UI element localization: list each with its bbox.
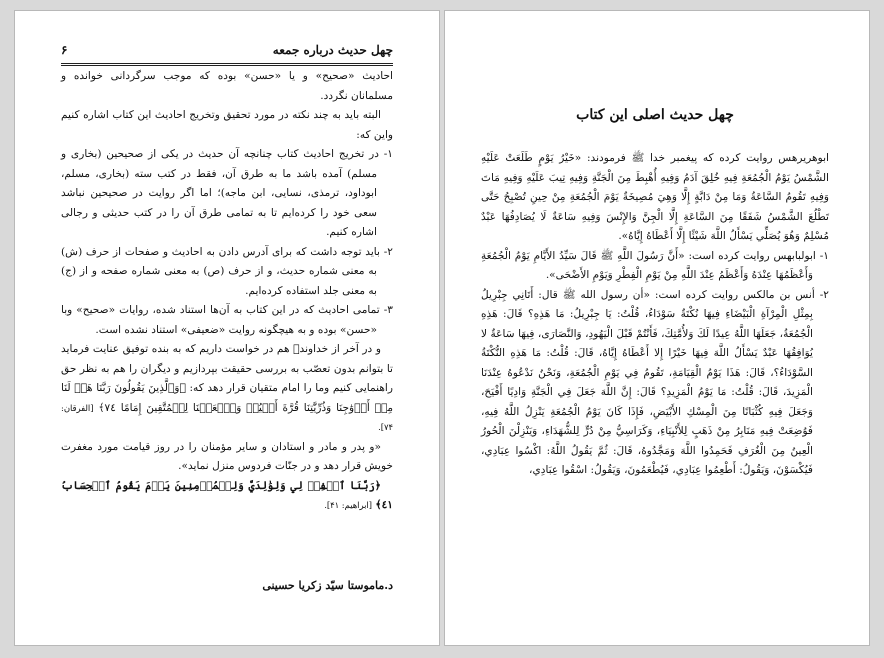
list-item: ۳- تمامی احادیث که در این کتاب به آن‌ها استناد شده، روایات «صحیح» وبا «حسن» بوده و به هیچگونه روایت «ضعیفی» استناد نشده است. [61,304,393,336]
right-page-body [481,149,829,481]
hadith-paragraph: ۱- ابولبابهس روایت کرده است: «أَنَّ رَسُولَ اللَّهِ ﷺ قَالَ سَيِّدُ الأَيَّامِ يَوْمُ الْجُمُعَةِ وَأَعْظَمُهَا عِنْدَهُ وَأَعْظَمُ عِنْدَ اللَّهِ مِنْ يَوْمِ الْفِطْرِ وَيَوْمِ الأَضْحَى». [481,249,829,281]
list-item: ۱- در تخریج احادیث کتاب چنانچه آن حدیث در یکی از صحیحین (بخاری و مسلم) آمده باشد ما به طرق آن، فقط در کتب سته (بخاری، مسلم، ابوداود، ترمذی، نسایی، ابن ماجه)؛ اما اگر روایت در صحیحین نباشد سعی خود را کرده‌ایم تا به تمامی طرق آن را در کتب حدیثی و رجالی اشاره کنیم. [61,148,393,238]
hadith-paragraph: ۲- أنس بن مالكس روايت كرده است: «أن رسول الله ﷺ قال: أَتَانِي جِبْرِيلُ بِمِثْلِ الْمِرْآةِ الْبَيْضَاءِ فِيهَا نُكْتَةٌ سَوْدَاءُ، قُلْتُ: يَا جِبْرِيلُ: مَا هَذِهِ؟ قَالَ: هَذِهِ الْجُمُعَةُ، جَعَلَهَا اللَّهُ عِيدًا لَكَ وَلأُمَّتِكَ، فَأَنْتُمْ قَبْلَ الْيَهُودِ، وَالنَّصَارَى، فِيهَا سَاعَةٌ لا يُوَافِقُهَا عَبْدٌ يَسْأَلُ اللَّهَ فِيهَا خَيْرًا إِلا أَعْطَاهُ إِيَّاهُ، قَالَ: قُلْتُ: مَا هَذِهِ النُّكْتَةُ السَّوْدَاءُ؟، قَالَ: هَذَا يَوْمُ الْقِيَامَةِ، تَقُومُ فِي يَوْمِ الْجُمُعَةِ، وَنَحْنُ نَدْعُوهُ عِنْدَنَا الْمَزِيدَ، قَالَ: قُلْتُ: مَا يَوْمُ الْمَزِيدِ؟ قَالَ: إِنَّ اللَّهَ جَعَلَ فِي الْجَنَّةِ وَادِيًا أَفْيَحَ، وَجَعَلَ فِيهِ كُثْبَانًا مِنَ الْمِسْكِ الأَبْيَضِ، فَإِذَا كَانَ يَوْمُ الْجُمُعَةِ يَنْزِلُ اللَّهُ فِيهِ، فَوُضِعَتْ فِيهِ مَنَابِرُ مِنْ ذَهَبٍ لِلأَنْبِيَاءِ، وَكَرَاسِيُّ مِنْ دُرٍّ لِلشُّهَدَاءِ، وَيَنْزِلْنَ الْحُورُ الْعِينُ مِنَ الْغُرَفِ فَحَمِدُوا اللَّهَ وَمَجَّدُوهُ، قَالَ: ثُمَّ يَقُولُ اللَّهُ: اكْسُوا عِبَادِي، فَيُكْسَوْنَ، وَيَقُولُ: أَطْعِمُوا عِبَادِي، فَيُطْعَمُونَ، وَيَقُولُ: اسْقُوا عِبَادِي، [481,288,829,476]
paragraph [61,340,393,438]
page-header [61,37,393,66]
verse-text: ﴿رَبَّنَا ٱغۡفِرۡ لِي وَلِوَٰلِدَيَّ وَلِلۡمُؤۡمِنِينَ يَوۡمَ يَقُومُ ٱلۡحِسَابُ ٤١﴾ [61,479,393,511]
header-title: چهل حدیث درباره جمعه [272,43,393,57]
page-number: ۶ [61,43,68,57]
signature: د.ماموستا سیّد زکریا حسینی [262,579,393,592]
citation: [ابراهیم: ۴۱]. [324,500,373,510]
paragraph: احادیث «صحیح» و یا «حسن» بوده که موجب سرگردانی خوانده و مسلمانان نگردد. [61,70,393,102]
closing-verse [61,477,393,516]
paragraph: «و پدر و مادر و استادان و سایر مؤمنان را در روز قیامت مورد مغفرت خویش قرار دهد و در جنّات فردوس منزل نماید». [61,440,393,472]
closing-paragraph-text: و در آخر از خداوندﷻ هم در خواست داریم که به بنده توفیق عنایت فرماید تا بتوانم بدون تعصّب به بررسی حقیقت بپردازیم و دیگران را هم به نظر حق راهنمایی کنیم وما را امام متقیان قرار دهد که: ﴿وَٱلَّذِينَ يَقُولُونَ رَبَّنَا هَبۡ لَنَا مِنۡ أَزۡوَٰجِنَا وَذُرِّيَّٰتِنَا قُرَّةَ أَعۡيُنٖ وَٱجۡعَلۡنَا لِلۡمُتَّقِينَ إِمَامًا ٧٤﴾ [61,343,393,414]
paragraph: البته باید به چند نکته در مورد تحقیق وتخریج احادیث این کتاب اشاره کنیم واین که: [61,109,393,141]
page-title: چهل حدیث اصلی این کتاب [576,107,734,123]
list-item: ۲- باید توجه داشت که برای آدرس دادن به احادیث و صفحات از حرف (ش) به معنی شماره حدیث، و از حرف (ص) به معنی شماره صفحه و از (ج) به معنی جلد استفاده کرده‌ایم. [61,245,393,297]
right-page [444,10,870,646]
left-page [14,10,440,646]
citation: [الفرقان: ۷۴]. [61,402,393,432]
hadith-paragraph: ابوهریرهس روایت کرده که پیغمبر خدا ﷺ فرمودند: «خَيْرُ يَوْمٍ طَلَعَتْ عَلَيْهِ الشَّمْسُ يَوْمُ الْجُمُعَةِ فِيهِ خُلِقَ آدَمُ وَفِيهِ أُهْبِطَ مِنَ الْجَنَّةِ وَفِيهِ تِيبَ عَلَيْهِ وَفِيهِ مَاتَ وَفِيهِ تَقُومُ السَّاعَةُ وَمَا مِنْ دَابَّةٍ إِلَّا وَهِيَ مُصِيخَةٌ يَوْمَ الْجُمُعَةِ مِنْ حِينِ تُصْبِحُ حَتَّى تَطْلُعَ الشَّمْسُ شَفَقًا مِنَ السَّاعَةِ إِلَّا الْجِنَّ وَالإِنْسَ وَفِيهِ سَاعَةٌ لَا يُصَادِفُهَا عَبْدٌ مُسْلِمٌ وَهُوَ يُصَلِّي يَسْأَلُ اللَّهَ شَيْئًا إِلَّا أَعْطَاهُ إِيَّاهُ». [481,152,829,242]
left-page-body [61,67,393,516]
